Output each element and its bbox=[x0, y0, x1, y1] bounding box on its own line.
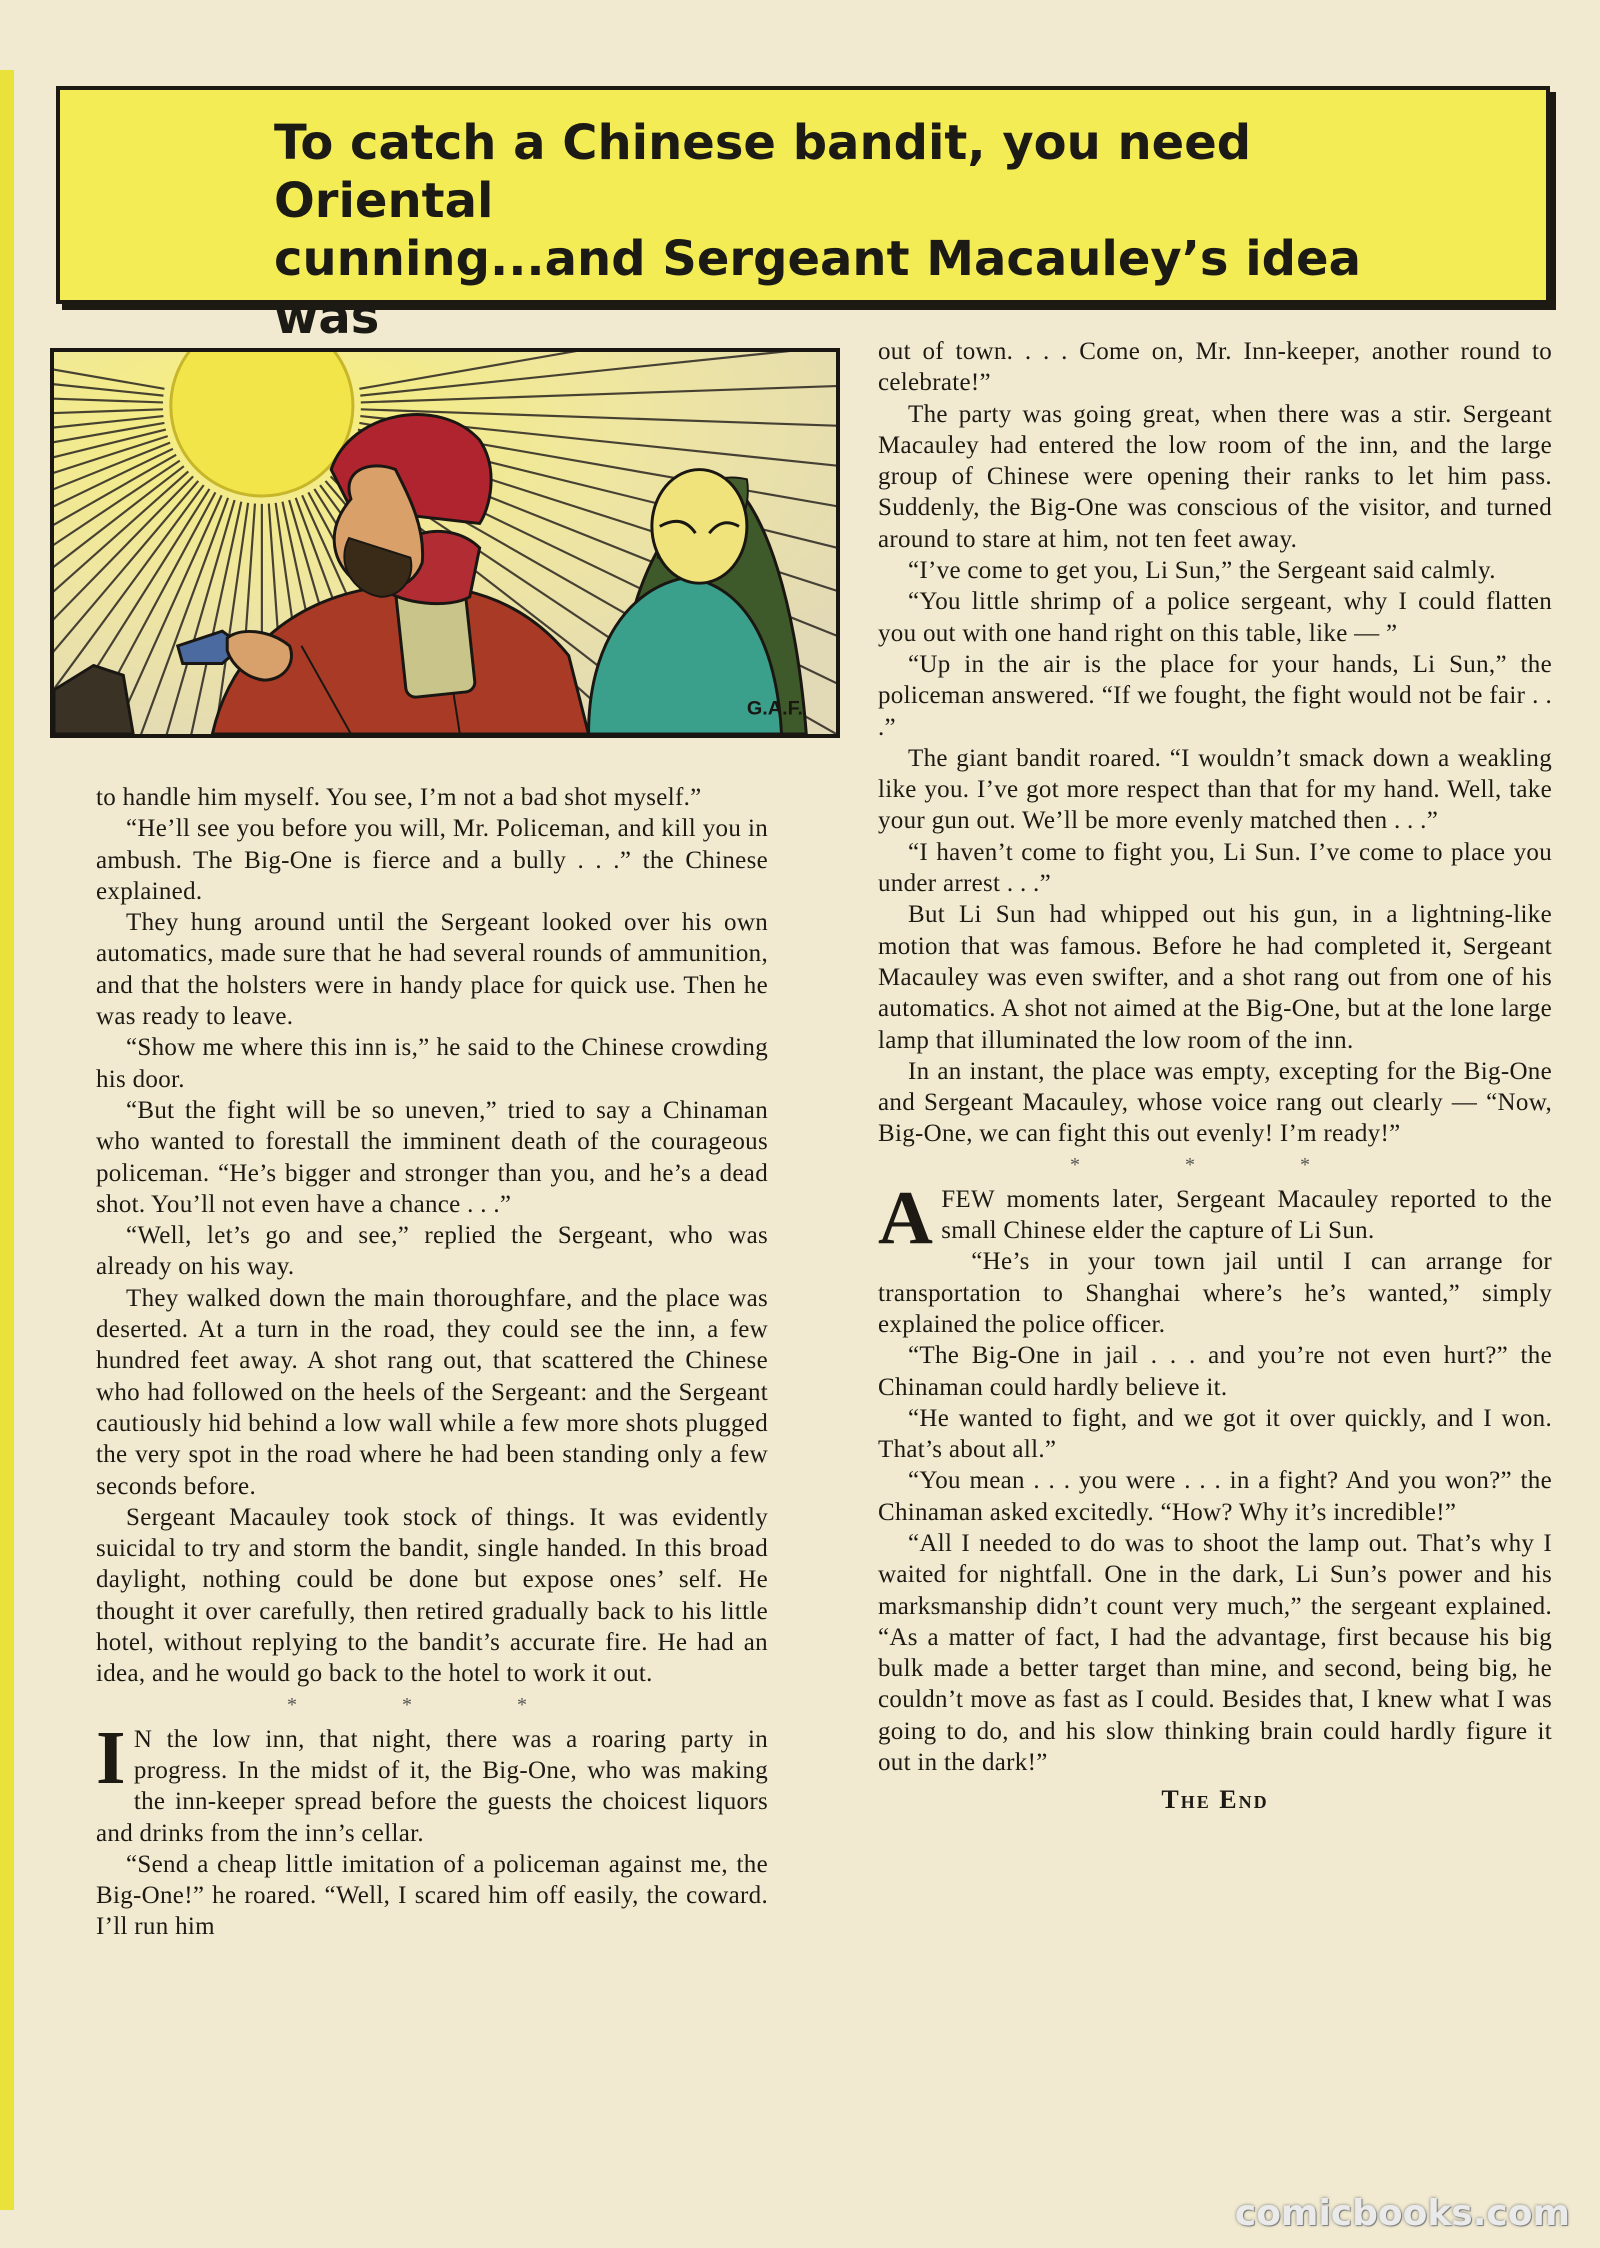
paragraph: “You mean . . . you were . . . in a fight? And you won?” the Chinaman asked excitedly. “How? Why it’s incredible!” bbox=[878, 1467, 1552, 1526]
paragraph: “Send a cheap little imitation of a policeman against me, the Big-One!” he roared. “Well, I scared him off easily, the coward. I’ll run him bbox=[96, 1850, 768, 1941]
paragraph: out of town. . . . Come on, Mr. Inn-keeper, another round to celebrate!” bbox=[878, 338, 1552, 397]
paragraph: to handle him myself. You see, I’m not a bad shot myself.” bbox=[96, 784, 702, 811]
paragraph: In an instant, the place was empty, excepting for the Big-One and Sergeant Macauley, whose voice rang out clearly — “Now, Big-One, we can fight this out evenly! I’m ready!” bbox=[878, 1057, 1552, 1148]
paragraph: “But the fight will be so uneven,” tried to say a Chinaman who wanted to forestall the imminent death of the courageous policeman. “He’s bigger and stronger than you, and he’s a dead shot. You’ll not even have a chance . . .” bbox=[96, 1096, 768, 1218]
section-break: * * * bbox=[287, 1693, 577, 1716]
paragraph: “Up in the air is the place for your hands, Li Sun,” the policeman answered. “If we fought, the fight would not be fair . . .” bbox=[878, 650, 1552, 741]
illustration-art bbox=[54, 352, 836, 734]
page-left-edge bbox=[0, 70, 14, 2210]
dropcap-text: N the low inn, that night, there was a roaring party in progress. In the midst of it, the Big-One, who was making the inn-keeper spread before the guests the choicest liquors and drinks from the inn’s cellar. bbox=[96, 1725, 768, 1847]
paragraph: “The Big-One in jail . . . and you’re not even hurt?” the Chinaman could hardly believe it. bbox=[878, 1342, 1552, 1401]
the-end-label: The End bbox=[1161, 1785, 1269, 1815]
paragraph: “Well, let’s go and see,” replied the Sergeant, who was already on his way. bbox=[96, 1222, 768, 1281]
title-banner bbox=[56, 86, 1550, 345]
story-column-left bbox=[96, 782, 768, 1943]
paragraph: “He wanted to fight, and we got it over quickly, and I won. That’s about all.” bbox=[878, 1404, 1552, 1464]
story-column-right bbox=[878, 336, 1552, 1816]
dropcap-letter: A bbox=[878, 1175, 934, 1260]
paragraph: “He’s in your town jail until I can arrange for transportation to Shanghai where’s he’s wanted,” simply explained the police officer. bbox=[878, 1248, 1552, 1338]
banner-line-2: cunning...and Sergeant Macauley’s idea was bbox=[274, 231, 1361, 345]
site-watermark: comicbooks.com bbox=[1234, 2193, 1570, 2234]
paragraph: “All I needed to do was to shoot the lamp out. That’s why I waited for nightfall. One in the dark, Li Sun’s power and his marksmanship didn’t count very much,” the sergeant explained. “As a matter of fact, I had the advantage, first because his big bulk made a better target than mine, and second, being big, he couldn’t move as fast as I could. Besides that, I knew what I was going to do, and his slow thinking brain could hardly figure it out in the dark!” bbox=[878, 1529, 1552, 1777]
section-break: * * * bbox=[1070, 1153, 1360, 1176]
banner-line-1: To catch a Chinese bandit, you need Oriental bbox=[274, 115, 1252, 229]
paragraph: They walked down the main thoroughfare, and the place was deserted. At a turn in the road, they could see the inn, a few hundred feet away. A shot rang out, that scattered the Chinese who had followed on the heels of the Sergeant: and the Sergeant cautiously hid behind a low wall while a few more shots plugged the very spot in the road where he had been standing only a few seconds before. bbox=[96, 1284, 768, 1500]
paragraph: Sergeant Macauley took stock of things. It was evidently suicidal to try and storm the bandit, single handed. In this broad daylight, nothing could be done but expose ones’ self. He thought it over carefully, then retired gradually back to his little hotel, without replying to the bandit’s accurate fire. He had an idea, and he would go back to the hotel to work it out. bbox=[96, 1503, 768, 1688]
dropcap-letter: I bbox=[96, 1715, 126, 1800]
paragraph: “I’ve come to get you, Li Sun,” the Sergeant said calmly. bbox=[908, 557, 1496, 585]
paragraph: They hung around until the Sergeant looked over his own automatics, made sure that he had several rounds of ammunition, and that the holsters were in handy place for quick use. Then he was ready to leave. bbox=[96, 909, 768, 1031]
paragraph: “I haven’t come to fight you, Li Sun. I’ve come to place you under arrest . . .” bbox=[878, 838, 1552, 898]
dropcap-text: FEW moments later, Sergeant Macauley reported to the small Chinese elder the capture of Li Sun. bbox=[941, 1185, 1552, 1245]
dropcap-paragraph bbox=[878, 1175, 1552, 1260]
artist-signature: G.A.F. bbox=[746, 697, 804, 720]
paragraph: “He’ll see you before you will, Mr. Policeman, and kill you in ambush. The Big-One is fierce and a bully . . .” the Chinese explained. bbox=[96, 815, 768, 905]
paragraph: “Show me where this inn is,” he said to the Chinese crowding his door. bbox=[96, 1034, 768, 1093]
paragraph: But Li Sun had whipped out his gun, in a lightning-like motion that was famous. Before he had completed it, Sergeant Macauley was even swifter, and a shot rang out from one of his automatics. A shot not aimed at the Big-One, but at the lone large lamp that illuminated the low room of the inn. bbox=[878, 901, 1552, 1054]
paragraph: “You little shrimp of a police sergeant, why I could flatten you out with one hand right on this table, like — ” bbox=[878, 588, 1552, 647]
paragraph: The giant bandit roared. “I wouldn’t smack down a weakling like you. I’ve got more respect than that for my hand. Well, take your gun out. We’ll be more evenly matched then . . .” bbox=[878, 744, 1552, 835]
illustration-panel bbox=[50, 348, 840, 738]
dropcap-paragraph bbox=[96, 1715, 768, 1849]
paragraph: The party was going great, when there was a stir. Sergeant Macauley had entered the low room of the inn, and the large group of Chinese were opening their ranks to let him pass. Suddenly, the Big-One was conscious of the visitor, and turned around to stare at him, not ten feet away. bbox=[878, 400, 1552, 553]
